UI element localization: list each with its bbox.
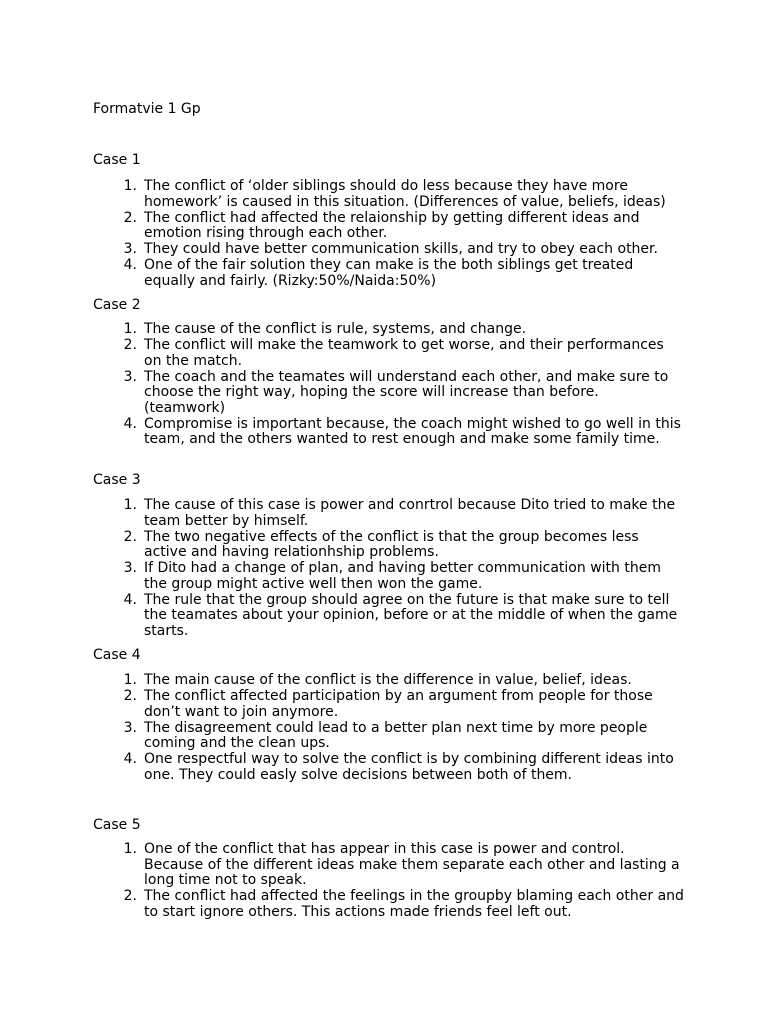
list-item: The rule that the group should agree on the future is that make sure to tell the teamates about your opinion, before or at the middle of when the game starts. — [144, 591, 678, 639]
list-item: If Dito had a change of plan, and having better communication with them the group might active well then won the game. — [144, 560, 661, 592]
case-1-heading: Case 1 — [93, 152, 141, 168]
list-item: The conflict affected participation by an argument from people for those don’t want to join anymore. — [144, 688, 653, 720]
case-3-list — [144, 498, 684, 640]
document-title: Formatvie 1 Gp — [93, 101, 201, 117]
case-2-heading: Case 2 — [93, 297, 141, 313]
list-item: The main cause of the conflict is the difference in value, belief, ideas. — [144, 672, 632, 688]
case-4-list — [144, 673, 684, 784]
list-item: The conflict had affected the relaionship by getting different ideas and emotion rising through each other. — [144, 209, 640, 241]
list-item: The coach and the teamates will understand each other, and make sure to choose the right way, hoping the score will increase than before. (teamwork) — [144, 368, 669, 416]
case-3-heading: Case 3 — [93, 472, 141, 488]
case-1-list — [144, 179, 684, 290]
list-item: One of the conflict that has appear in this case is power and control. Because of the different ideas make them separate each other and lasting a long time not to speak. — [144, 841, 680, 888]
list-item: Compromise is important because, the coach might wished to go well in this team, and the others wanted to rest enough and make some family time. — [144, 415, 681, 447]
case-5-heading: Case 5 — [93, 817, 141, 833]
list-item: The cause of the conflict is rule, systems, and change. — [144, 321, 527, 337]
case-2-list — [144, 322, 684, 448]
case-4-heading: Case 4 — [93, 647, 141, 663]
list-item: The cause of this case is power and conrtrol because Dito tried to make the team better by himself. — [144, 497, 676, 529]
list-item: The conflict will make the teamwork to get worse, and their performances on the match. — [144, 337, 664, 369]
list-item: They could have better communication skills, and try to obey each other. — [144, 241, 658, 257]
list-item: The conflict had affected the feelings in the groupby blaming each other and to start ignore others. This actions made friends feel left out. — [144, 888, 684, 920]
list-item: The two negative effects of the conflict is that the group becomes less active and having relationhship problems. — [144, 528, 639, 560]
case-5-list — [144, 842, 684, 921]
list-item: The disagreement could lead to a better plan next time by more people coming and the clean ups. — [144, 719, 648, 751]
list-item: The conflict of ‘older siblings should do less because they have more homework’ is caused in this situation. (Differences of value, beliefs, ideas) — [144, 178, 666, 210]
list-item: One of the fair solution they can make is the both siblings get treated equally and fairly. (Rizky:50%/Naida:50%) — [144, 257, 634, 289]
list-item: One respectful way to solve the conflict is by combining different ideas into one. They could easly solve decisions between both of them. — [144, 751, 674, 783]
